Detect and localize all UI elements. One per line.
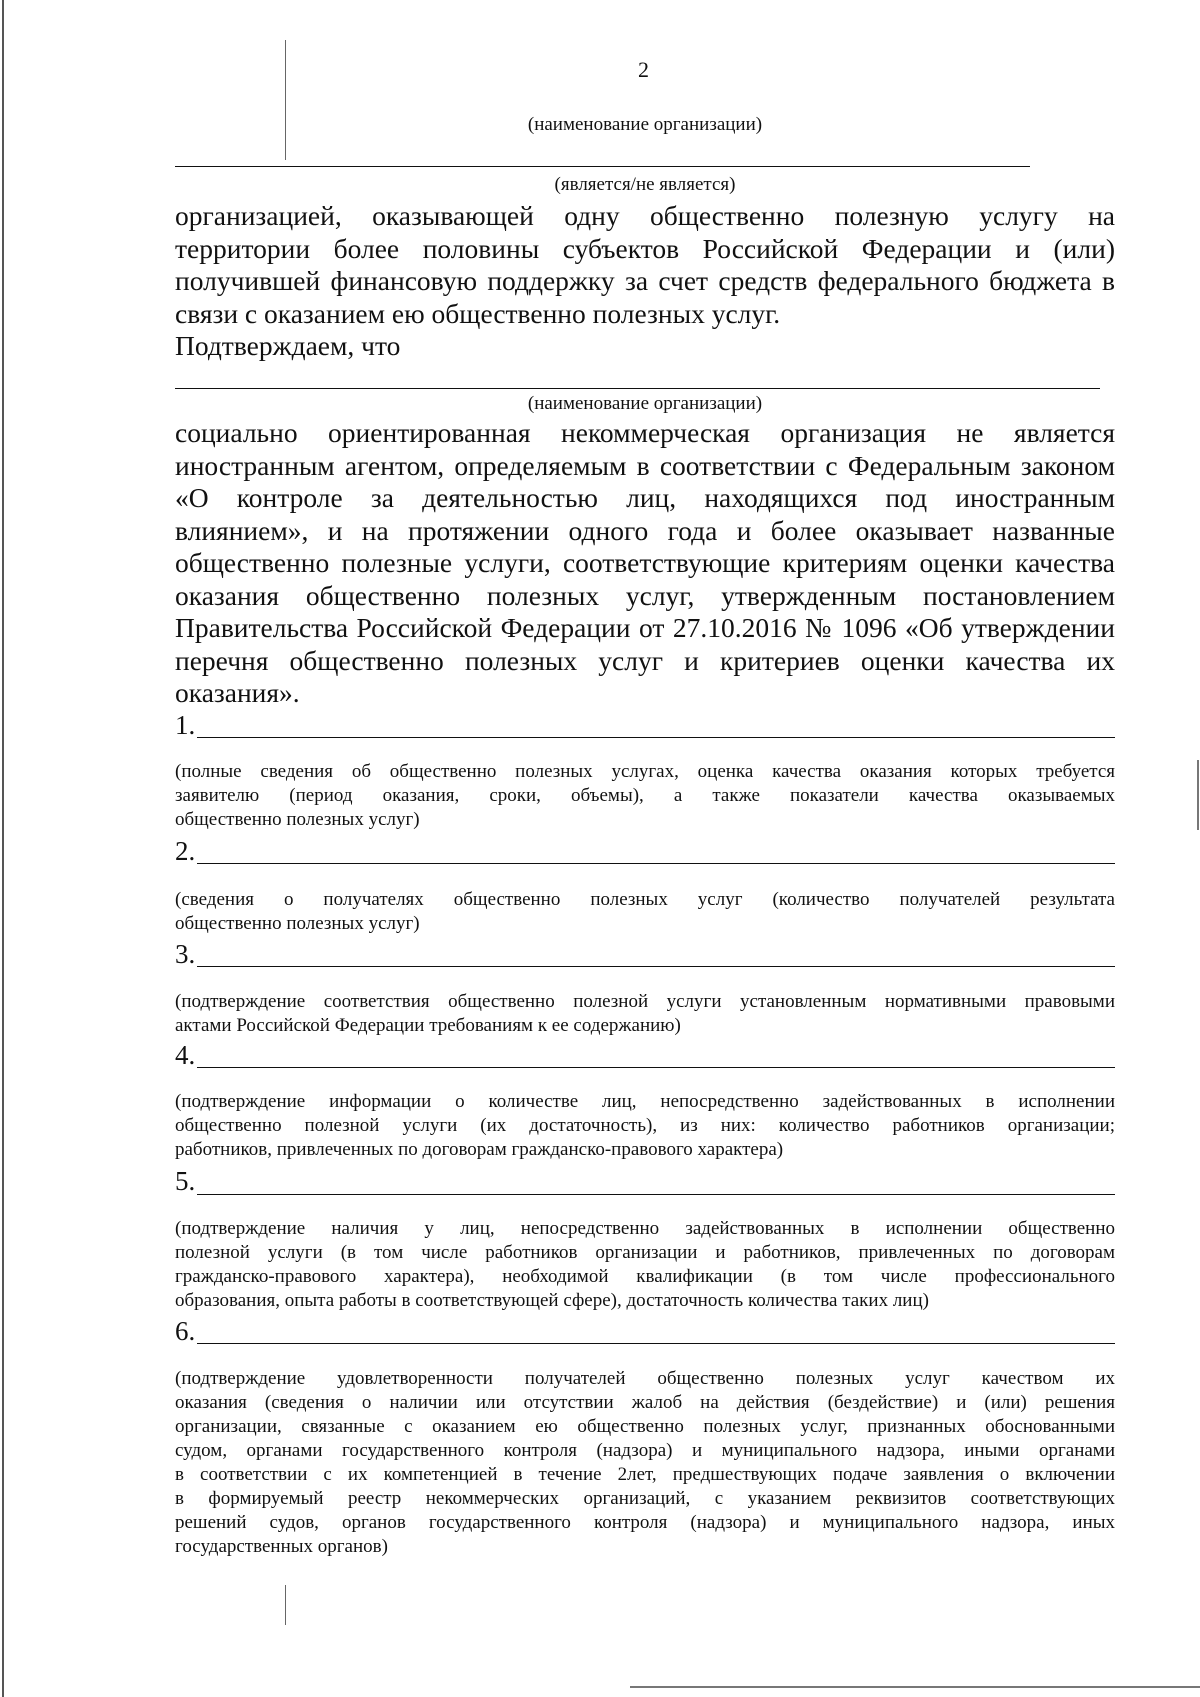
caption-line: образования, опыта работы в соответствующей сфере), достаточность количества таких лиц) (175, 1290, 929, 1311)
item-caption (175, 760, 1115, 832)
fill-line (175, 166, 1030, 167)
caption-org-name: (наименование организации) (527, 114, 763, 135)
caption-line: организации, связанные с оказанием ею общественно полезных услуг, признанных обоснованными (175, 1416, 1115, 1437)
item-number: 2. (175, 836, 196, 866)
caption-line: судом, органами государственного контроля (надзора) и муниципального надзора, иными органами (175, 1440, 1115, 1461)
fill-line (197, 966, 1115, 967)
item-caption (175, 990, 1115, 1038)
caption-line: (сведения о получателях общественно полезных услуг (количество получателей результата (175, 889, 1115, 910)
fill-line (197, 863, 1115, 864)
caption-line: решений судов, органов государственного контроля (надзора) и муниципального надзора, иных (175, 1512, 1115, 1533)
text-line: оказания». (175, 677, 300, 708)
caption-line: гражданско-правового характера), необходимой квалификации (в том числе профессионального (175, 1266, 1115, 1287)
scan-edge-right (1197, 760, 1199, 830)
text-line: «О контроле за деятельностью лиц, находящихся под иностранным (175, 482, 1115, 513)
item-caption (175, 1217, 1115, 1313)
caption-line: полезной услуги (в том числе работников организации и работников, привлеченных по договорам (175, 1242, 1115, 1263)
scan-edge-bottom (630, 1686, 1200, 1688)
caption-line: в соответствии с их компетенцией в течение 2лет, предшествующих подаче заявления о включении (175, 1464, 1115, 1485)
paragraph-1 (175, 200, 1115, 363)
text-line: общественно полезные услуги, соответствующие критериям оценки качества (175, 547, 1115, 578)
fold-mark (285, 1585, 286, 1625)
caption-is-not: (является/не является) (554, 174, 736, 195)
text-line: оказания общественно полезных услуг, утвержденным постановлением (175, 579, 1115, 611)
caption-line: (полные сведения об общественно полезных услугах, оценка качества оказания которых требуется (175, 761, 1115, 782)
caption-line: оказания (сведения о наличии или отсутствии жалоб на действия (бездействие) и (или) решения (175, 1392, 1115, 1413)
item-caption (175, 1090, 1115, 1162)
text-line: получившей финансовую поддержку за счет средств федерального бюджета в (175, 265, 1115, 296)
fill-line (175, 388, 1100, 389)
text-line: влиянием», и на протяжении одного года и более оказывает названные (175, 514, 1115, 546)
text-line: территории более половины субъектов Российской Федерации и (или) (175, 232, 1115, 264)
caption-org-name-2: (наименование организации) (527, 393, 763, 414)
item-number: 3. (175, 939, 196, 969)
text-line: Правительства Российской Федерации от 27.10.2016 № 1096 «Об утверждении (175, 612, 1115, 643)
text-line: связи с оказанием ею общественно полезных услуг. (175, 297, 781, 329)
confirm-line: Подтверждаем, что (175, 330, 401, 361)
fill-line (197, 1343, 1115, 1344)
paragraph-2 (175, 417, 1115, 710)
item-number: 5. (175, 1166, 196, 1196)
caption-line: актами Российской Федерации требованиям к ее содержанию) (175, 1015, 681, 1036)
text-line: социально ориентированная некоммерческая организация не является (175, 417, 1115, 448)
caption-line: в формируемый реестр некоммерческих организаций, с указанием реквизитов соответствующих (175, 1488, 1115, 1509)
fill-line (197, 737, 1115, 738)
item-caption (175, 1367, 1115, 1559)
caption-line: (подтверждение информации о количестве лиц, непосредственно задействованных в исполнении (175, 1091, 1115, 1112)
item-number: 1. (175, 710, 196, 740)
item-number: 6. (175, 1316, 196, 1346)
fill-line (197, 1194, 1115, 1195)
item-number: 4. (175, 1040, 196, 1070)
text-line: перечня общественно полезных услуг и критериев оценки качества их (175, 644, 1115, 676)
caption-line: работников, привлеченных по договорам гражданско-правового характера) (175, 1139, 784, 1160)
page-number: 2 (638, 57, 649, 82)
caption-line: общественно полезной услуги (их достаточность), из них: количество работников организации; (175, 1115, 1115, 1136)
caption-line: (подтверждение удовлетворенности получателей общественно полезных услуг качеством их (175, 1368, 1115, 1389)
caption-line: (подтверждение соответствия общественно полезной услуги установленным нормативными правовыми (175, 991, 1115, 1012)
text-line: организацией, оказывающей одну общественно полезную услугу на (175, 200, 1115, 231)
caption-line: государственных органов) (175, 1536, 388, 1557)
text-line: иностранным агентом, определяемым в соответствии с Федеральным законом (175, 449, 1115, 481)
caption-line: заявителю (период оказания, сроки, объемы), а также показатели качества оказываемых (175, 785, 1115, 806)
scan-edge-left (2, 0, 4, 1697)
caption-line: общественно полезных услуг) (175, 809, 420, 830)
caption-line: общественно полезных услуг) (175, 913, 420, 934)
fill-line (197, 1067, 1115, 1068)
item-caption (175, 888, 1115, 936)
caption-line: (подтверждение наличия у лиц, непосредственно задействованных в исполнении общественно (175, 1218, 1115, 1239)
